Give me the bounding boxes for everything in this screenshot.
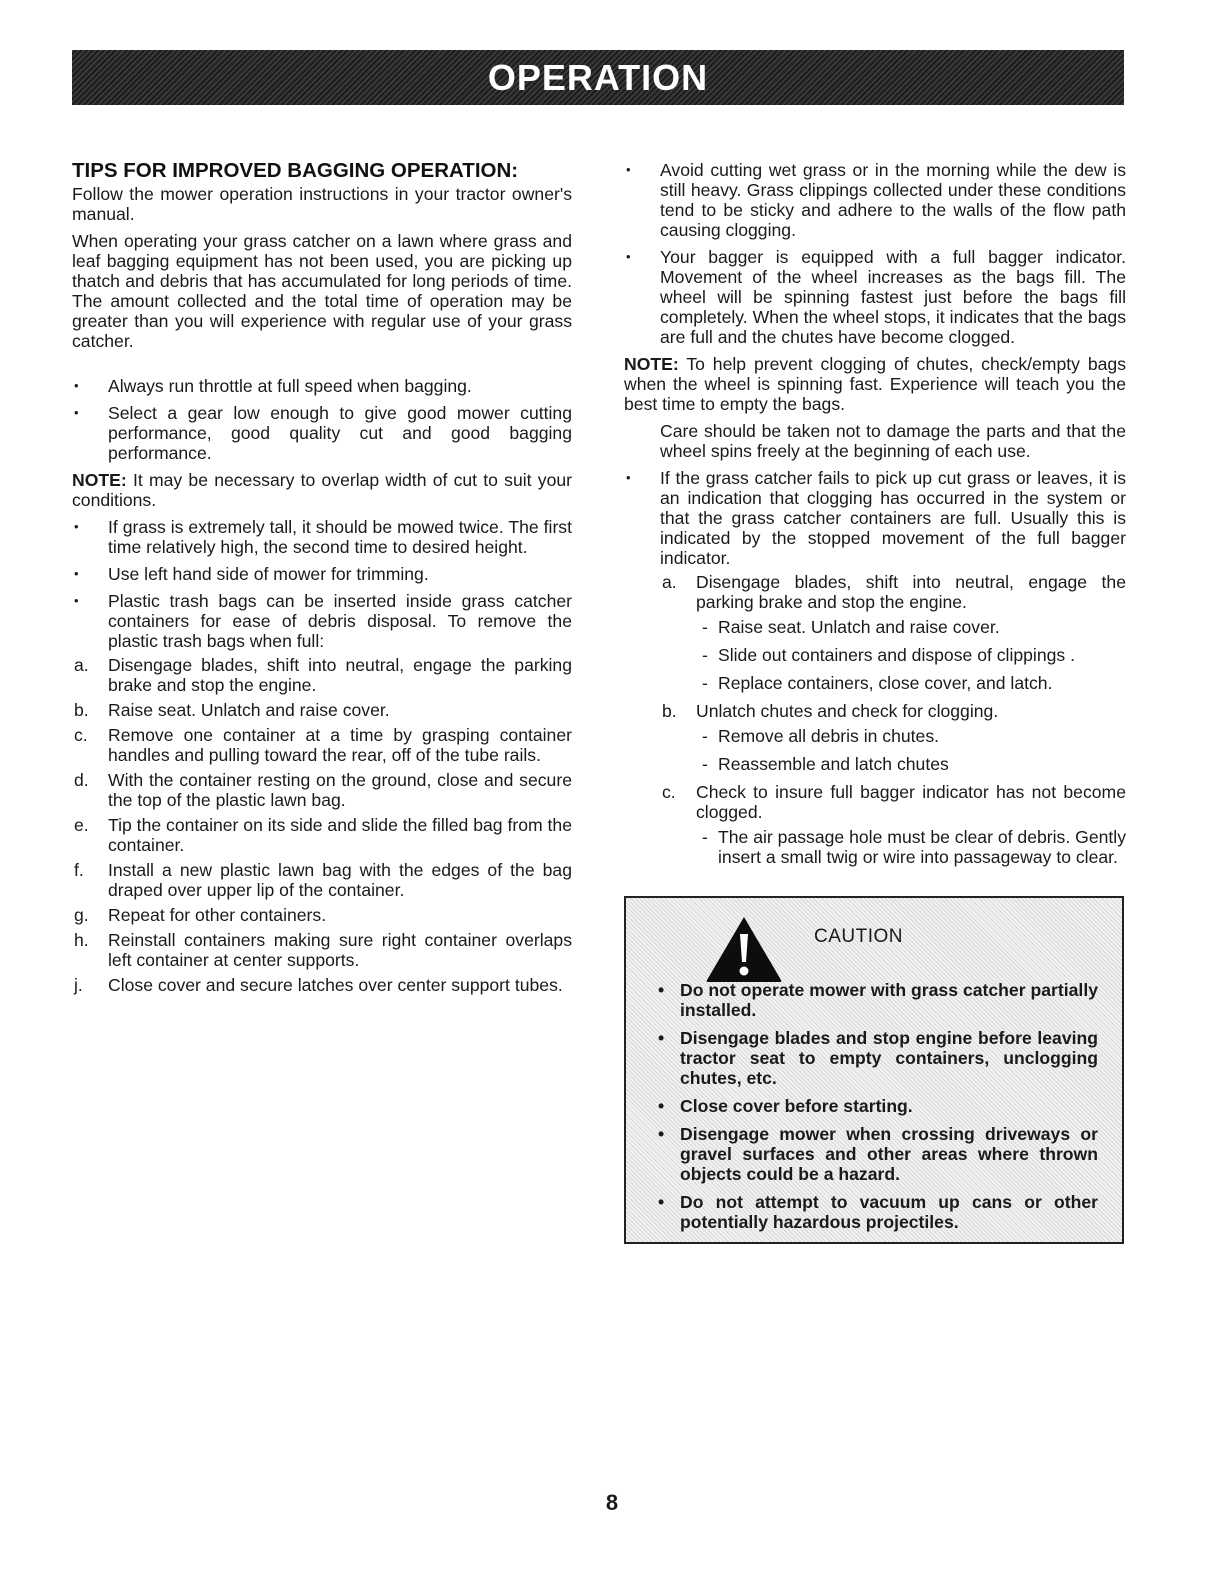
- page-number: 8: [605, 1490, 619, 1515]
- step-item: [660, 701, 1126, 774]
- note-label: NOTE:: [624, 354, 679, 374]
- sub-step: - The air passage hole must be clear of debris. Gently insert a small twig or wire into passageway to clear.: [696, 827, 1126, 867]
- step-text: Remove one container at a time by grasping container handles and pulling toward the rear, off of the tube rails.: [108, 725, 572, 765]
- caution-item: • Disengage blades and stop engine before leaving tractor seat to empty containers, unclogging chutes, etc.: [658, 1028, 1098, 1088]
- step-text: Tip the container on its side and slide the filled bag from the container.: [108, 815, 572, 855]
- section-header-bar: [72, 50, 1124, 105]
- caution-box: [624, 896, 1124, 1244]
- step-marker: e.: [74, 815, 89, 835]
- list-item: • If grass is extremely tall, it should be mowed twice. The first time relatively high, the second time to desired height.: [72, 517, 572, 557]
- note-paragraph: [624, 354, 1126, 414]
- step-marker: f.: [74, 860, 84, 880]
- step-item: [72, 905, 572, 925]
- step-marker: h.: [74, 930, 89, 950]
- right-column: [624, 160, 1126, 875]
- caution-item: • Disengage mower when crossing driveways or gravel surfaces and other areas where thrown objects could be a hazard.: [658, 1124, 1098, 1184]
- care-paragraph: Care should be taken not to damage the parts and that the wheel spins freely at the beginning of each use.: [660, 421, 1126, 461]
- list-item: • Avoid cutting wet grass or in the morning while the dew is still heavy. Grass clippings collected under these conditions tend to be sticky and adhere to the walls of the flow path causing clogging.: [624, 160, 1126, 240]
- step-marker: j.: [74, 975, 83, 995]
- note-paragraph: [72, 470, 572, 510]
- right-bullet-list-2: [624, 468, 1126, 867]
- step-item: [72, 860, 572, 900]
- caution-title: CAUTION: [814, 926, 903, 947]
- sub-step: - Remove all debris in chutes.: [696, 726, 1126, 746]
- step-marker: d.: [74, 770, 89, 790]
- sub-step: - Reassemble and latch chutes: [696, 754, 1126, 774]
- list-item: [72, 591, 572, 995]
- tips-bullet-list-2: [72, 517, 572, 995]
- right-bullet-list: [624, 160, 1126, 347]
- step-item: [72, 770, 572, 810]
- step-item: [72, 725, 572, 765]
- step-text: Close cover and secure latches over center support tubes.: [108, 975, 563, 995]
- step-item: [72, 815, 572, 855]
- note-text: It may be necessary to overlap width of cut to suit your conditions.: [72, 470, 572, 510]
- step-text: Reinstall containers making sure right container overlaps left container at center supports.: [108, 930, 572, 970]
- tips-bullet-list: [72, 376, 572, 463]
- caution-icon-wrap: [704, 914, 784, 984]
- step-text: Check to insure full bagger indicator has not become clogged.: [696, 782, 1126, 822]
- caution-item: • Do not attempt to vacuum up cans or other potentially hazardous projectiles.: [658, 1192, 1098, 1232]
- list-item: • Select a gear low enough to give good mower cutting performance, good quality cut and good bagging performance.: [72, 403, 572, 463]
- tips-heading: TIPS FOR IMPROVED BAGGING OPERATION:: [72, 159, 519, 182]
- intro-paragraph-2: When operating your grass catcher on a lawn where grass and leaf bagging equipment has not been used, you are picking up thatch and debris that has accumulated for long periods of time. The amount collected and the total time of operation may be greater than you will experience with regular use of your grass catcher.: [72, 231, 572, 351]
- list-item-text: If the grass catcher fails to pick up cut grass or leaves, it is an indication that clogging has occurred in the system or that the grass catcher containers are full. Usually this is indicated by the stopped movement of the full bagger indicator.: [660, 468, 1126, 568]
- sub-step-list: [696, 617, 1126, 693]
- intro-paragraph-1: Follow the mower operation instructions in your tractor owner's manual.: [72, 184, 572, 224]
- step-text: Disengage blades, shift into neutral, engage the parking brake and stop the engine.: [696, 572, 1126, 612]
- list-item-text: Plastic trash bags can be inserted inside grass catcher containers for ease of debris disposal. To remove the plastic trash bags when full:: [108, 591, 572, 651]
- caution-item: • Close cover before starting.: [658, 1096, 1098, 1116]
- step-marker: b.: [662, 701, 677, 721]
- step-marker: b.: [74, 700, 89, 720]
- step-item: [660, 782, 1126, 867]
- step-text: Unlatch chutes and check for clogging.: [696, 701, 999, 721]
- note-label: NOTE:: [72, 470, 127, 490]
- sub-step-list: [696, 726, 1126, 774]
- step-text: Repeat for other containers.: [108, 905, 327, 925]
- step-marker: a.: [662, 572, 677, 592]
- step-item: [72, 975, 572, 995]
- step-marker: a.: [74, 655, 89, 675]
- sub-step: - Slide out containers and dispose of clippings .: [696, 645, 1126, 665]
- section-title: OPERATION: [487, 56, 709, 98]
- caution-list: [658, 980, 1098, 1240]
- step-marker: c.: [74, 725, 88, 745]
- list-item: • Your bagger is equipped with a full bagger indicator. Movement of the wheel increases as the bags fill. The wheel will be spinning fastest just before the bags fill completely. When the wheel stops, it indicates that the bags are full and the chutes have become clogged.: [624, 247, 1126, 347]
- unclog-steps: [660, 572, 1126, 867]
- left-column: [72, 160, 572, 1002]
- warning-triangle-icon: [704, 914, 784, 984]
- note-text: To help prevent clogging of chutes, check/empty bags when the wheel is spinning fast. Experience will teach you the best time to empty the bags.: [624, 354, 1126, 414]
- list-item: • Use left hand side of mower for trimming.: [72, 564, 572, 584]
- step-item: [660, 572, 1126, 693]
- list-item: • Always run throttle at full speed when bagging.: [72, 376, 572, 396]
- step-marker: g.: [74, 905, 89, 925]
- sub-step: - Replace containers, close cover, and latch.: [696, 673, 1126, 693]
- caution-item: • Do not operate mower with grass catcher partially installed.: [658, 980, 1098, 1020]
- trash-bag-steps: [72, 655, 572, 995]
- step-text: With the container resting on the ground, close and secure the top of the plastic lawn bag.: [108, 770, 572, 810]
- step-text: Install a new plastic lawn bag with the edges of the bag draped over upper lip of the container.: [108, 860, 572, 900]
- sub-step-list: [696, 827, 1126, 867]
- list-item: [624, 468, 1126, 867]
- step-item: [72, 700, 572, 720]
- step-text: Disengage blades, shift into neutral, engage the parking brake and stop the engine.: [108, 655, 572, 695]
- step-text: Raise seat. Unlatch and raise cover.: [108, 700, 390, 720]
- step-item: [72, 930, 572, 970]
- step-marker: c.: [662, 782, 676, 802]
- sub-step: - Raise seat. Unlatch and raise cover.: [696, 617, 1126, 637]
- step-item: [72, 655, 572, 695]
